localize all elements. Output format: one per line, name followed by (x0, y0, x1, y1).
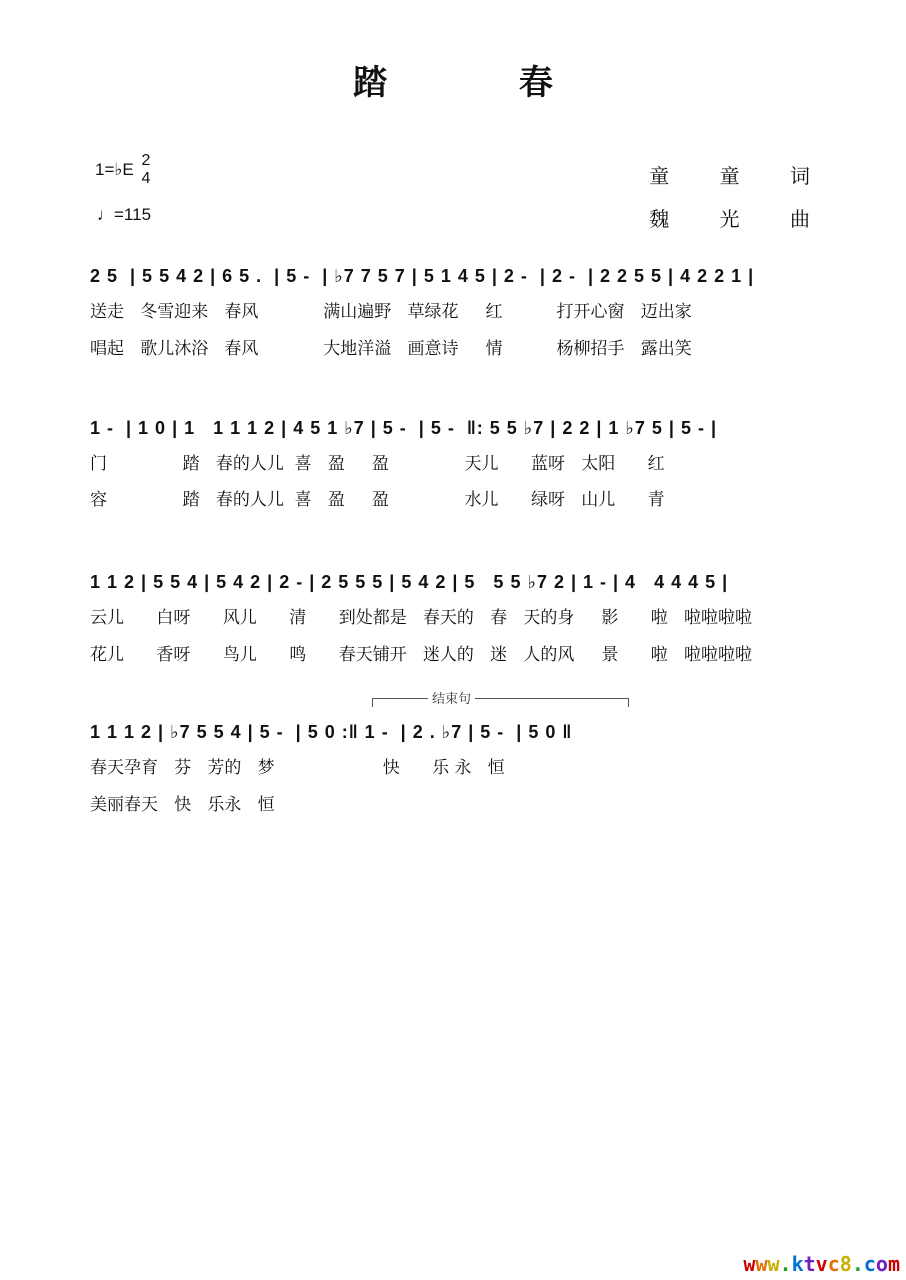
lyrics-row-4-verse-2: 美丽春天 快 乐永 恒 (90, 795, 275, 815)
tempo-marking: ♩=115 (97, 205, 152, 224)
notation-row-2: 1 - | 1 0 | 1 1 1 1 2 | 4 5 1 ♭7 | 5 - | 5 - ‖: 5 5 ♭7 | 2 2 | 1 ♭7 5 | 5 - | (90, 418, 718, 438)
time-signature-top: 2 (141, 152, 151, 169)
ending-bracket (372, 698, 629, 707)
time-signature (138, 152, 154, 188)
song-title: 踏 春 (353, 63, 613, 103)
lyricist-credit: 童 童 词 (649, 164, 832, 188)
lyrics-row-2-verse-2: 容 踏 春的人儿 喜 盈 盈 水儿 绿呀 山儿 青 (90, 490, 665, 510)
watermark: www.ktvc8.com (743, 1252, 900, 1276)
lyrics-row-2-verse-1: 门 踏 春的人儿 喜 盈 盈 天儿 蓝呀 太阳 红 (90, 454, 665, 474)
composer-credit: 魏 光 曲 (649, 207, 832, 231)
notation-row-3: 1 1 2 | 5 5 4 | 5 4 2 | 2 - | 2 5 5 5 | 5 4 2 | 5 5 5 ♭7 2 | 1 - | 4 4 4 4 5 | (90, 572, 729, 592)
notation-row-1: 2 5 | 5 5 4 2 | 6 5 . | 5 - | ♭7 7 5 7 | 5 1 4 5 | 2 - | 2 - | 2 2 5 5 | 4 2 2 1 | (90, 266, 755, 286)
time-signature-bottom: 4 (141, 170, 151, 187)
lyrics-row-3-verse-1: 云儿 白呀 风儿 清 到处都是 春天的 春 天的身 影 啦 啦啦啦啦 (90, 608, 752, 628)
ending-label: 结束句 (428, 688, 475, 707)
key-signature: 1=♭E (95, 160, 134, 179)
lyrics-row-3-verse-2: 花儿 香呀 鸟儿 鸣 春天铺开 迷人的 迷 人的风 景 啦 啦啦啦啦 (90, 645, 752, 665)
notation-row-4: 1 1 1 2 | ♭7 5 5 4 | 5 - | 5 0 :‖ 1 - | 2 . ♭7 | 5 - | 5 0 ‖ (90, 722, 573, 742)
lyrics-row-1-verse-2: 唱起 歌儿沐浴 春风 大地洋溢 画意诗 情 杨柳招手 露出笑 (90, 339, 692, 359)
lyrics-row-1-verse-1: 送走 冬雪迎来 春风 满山遍野 草绿花 红 打开心窗 迈出家 (90, 302, 692, 322)
lyrics-row-4-verse-1: 春天孕育 芬 芳的 梦 快 乐 永 恒 (90, 758, 505, 778)
